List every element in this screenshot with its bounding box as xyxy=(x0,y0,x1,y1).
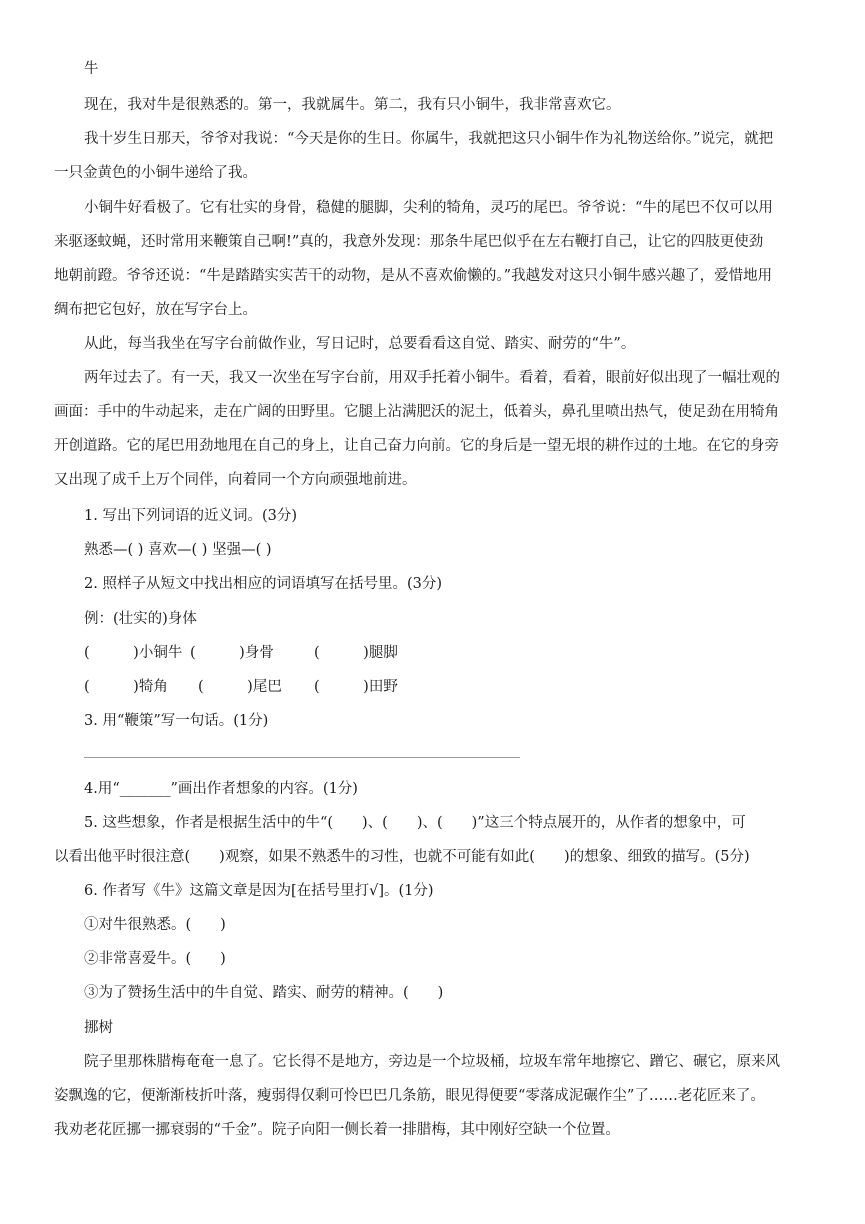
paragraph-line: 小铜牛好看极了。它有壮实的身骨，稳健的腿脚，尖利的犄角，灵巧的尾巴。爷爷说：“牛的尾巴不仅可以用 xyxy=(84,200,773,216)
passage-title: 牛 xyxy=(84,61,99,77)
paragraph-line: 从此，每当我坐在写字台前做作业，写日记时，总要看看这自觉、踏实、耐劳的“牛”。 xyxy=(84,336,636,352)
question-6-option: ②非常喜爱牛。( ) xyxy=(84,951,226,967)
fill-blank-cell: ( )犄角 xyxy=(84,679,168,695)
paragraph-line: 一只金黄色的小铜牛递给了我。 xyxy=(54,165,257,181)
fill-blank-cell: ( )尾巴 xyxy=(198,679,282,695)
question-5-line: 5. 这些想象，作者是根据生活中的牛“( )、( )、( )”这三个特点展开的，从作者的想象中，可 xyxy=(84,815,746,831)
passage-title: 挪树 xyxy=(84,1020,113,1036)
question-6-option: ①对牛很熟悉。( ) xyxy=(84,917,226,933)
question-5-line: 以看出他平时很注意( )观察，如果不熟悉牛的习性，也就不可能有如此( )的想象、细致的描写。(5分) xyxy=(54,849,750,865)
paragraph-line: 来驱逐蚊蝇，还时常用来鞭策自己啊!”真的，我意外发现：那条牛尾巴似乎在左右鞭打自己，让它的四肢更使劲 xyxy=(54,234,764,250)
question-2-example: 例：(壮实的)身体 xyxy=(84,611,197,627)
paragraph-line: 现在，我对牛是很熟悉的。第一，我就属牛。第二，我有只小铜牛，我非常喜欢它。 xyxy=(84,97,621,113)
question-6: 6. 作者写《牛》这篇文章是因为[在括号里打√]。(1分) xyxy=(84,883,434,899)
paragraph-line: 开创道路。它的尾巴用劲地甩在自己的身上，让自己奋力向前。它的身后是一望无垠的耕作过的土地。在它的身旁 xyxy=(54,438,779,454)
question-1-answer: 熟悉—( ) 喜欢—( ) 坚强—( ) xyxy=(84,542,272,558)
paragraph-line: 院子里那株腊梅奄奄一息了。它长得不是地方，旁边是一个垃圾桶，垃圾车常年地擦它、蹭它、碾它，原来风 xyxy=(84,1054,780,1070)
paragraph-line: 又出现了成千上万个同伴，向着同一个方向顽强地前进。 xyxy=(54,472,417,488)
fill-blank-cell: ( )身骨 xyxy=(190,645,274,661)
fill-blank-cell: ( )田野 xyxy=(314,679,398,695)
answer-line xyxy=(84,757,520,758)
paragraph-line: 我劝老花匠挪一挪衰弱的“千金”。院子向阳一侧长着一排腊梅，其中刚好空缺一个位置。 xyxy=(54,1122,620,1138)
fill-blank-cell: ( )腿脚 xyxy=(314,645,398,661)
fill-blank-cell: ( )小铜牛 xyxy=(84,645,183,661)
paragraph-line: 地朝前蹬。爷爷还说：“牛是踏踏实实苦干的动物，是从不喜欢偷懒的。”我越发对这只小铜牛感兴趣了，爱惜地用 xyxy=(54,268,773,284)
paragraph-line: 姿飘逸的它，便渐渐枝折叶落，瘦弱得仅剩可怜巴巴几条筋，眼见得便要“零落成泥碾作尘”了……老花匠来了。 xyxy=(54,1088,765,1104)
question-6-option: ③为了赞扬生活中的牛自觉、踏实、耐劳的精神。( ) xyxy=(84,985,444,1001)
question-1: 1. 写出下列词语的近义词。(3分) xyxy=(84,508,297,524)
paragraph-line: 我十岁生日那天，爷爷对我说：“今天是你的生日。你属牛，我就把这只小铜牛作为礼物送给你。”说完，就把 xyxy=(84,131,774,147)
question-4: 4.用“_______”画出作者想象的内容。(1分) xyxy=(84,781,358,797)
question-3: 3. 用“鞭策”写一句话。(1分) xyxy=(84,713,269,729)
paragraph-line: 两年过去了。有一天，我又一次坐在写字台前，用双手托着小铜牛。看着，看着，眼前好似出现了一幅壮观的 xyxy=(84,370,780,386)
paragraph-line: 绸布把它包好，放在写字台上。 xyxy=(54,302,257,318)
question-2: 2. 照样子从短文中找出相应的词语填写在括号里。(3分) xyxy=(84,576,442,592)
paragraph-line: 画面：手中的牛动起来，走在广阔的田野里。它腿上沾满肥沃的泥土，低着头，鼻孔里喷出热气，使足劲在用犄角 xyxy=(54,404,779,420)
